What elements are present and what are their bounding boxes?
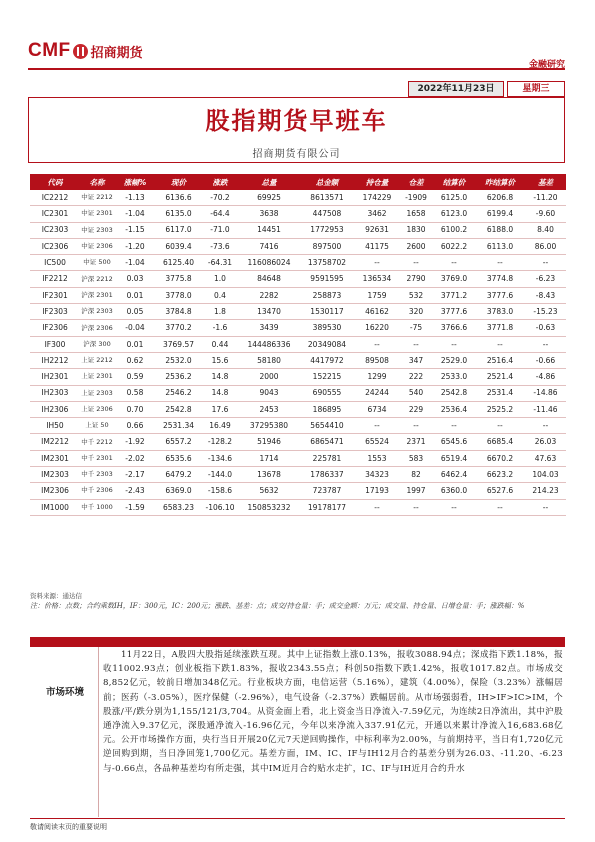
table-cell: 6360.0 (433, 483, 475, 499)
table-cell: 0.01 (114, 336, 156, 352)
column-header: 涨幅% (114, 174, 156, 190)
report-weekday: 星期三 (507, 81, 565, 97)
table-cell: 24244 (355, 385, 399, 401)
table-cell: 19178177 (299, 499, 355, 515)
table-cell: -0.66 (525, 352, 566, 368)
column-header: 持仓量 (355, 174, 399, 190)
contract-code: IF2306 (30, 320, 80, 336)
table-cell: 1658 (399, 206, 433, 222)
table-cell: -1.04 (114, 206, 156, 222)
table-cell: -2.43 (114, 483, 156, 499)
contract-code: IH2303 (30, 385, 80, 401)
table-cell: 2536.4 (433, 401, 475, 417)
table-cell: 7416 (239, 238, 299, 254)
table-cell: 3778.0 (156, 287, 201, 303)
table-cell: -75 (399, 320, 433, 336)
table-cell: 16220 (355, 320, 399, 336)
table-cell: 144486336 (239, 336, 299, 352)
table-cell: 6535.6 (156, 450, 201, 466)
table-cell: 3462 (355, 206, 399, 222)
table-row (30, 385, 566, 401)
table-cell: 9591595 (299, 271, 355, 287)
table-cell: 1759 (355, 287, 399, 303)
table-cell: 6206.8 (475, 190, 525, 206)
table-cell: 6369.0 (156, 483, 201, 499)
table-cell: 6022.2 (433, 238, 475, 254)
column-header: 总量 (239, 174, 299, 190)
table-cell: 0.66 (114, 418, 156, 434)
contract-code: IF2212 (30, 271, 80, 287)
table-cell: 3777.6 (433, 304, 475, 320)
table-cell: 3638 (239, 206, 299, 222)
company-name: 招商期货有限公司 (252, 149, 341, 160)
column-header: 仓差 (399, 174, 433, 190)
table-cell: 3769.0 (433, 271, 475, 287)
table-cell: 5632 (239, 483, 299, 499)
table-cell: 8613571 (299, 190, 355, 206)
table-cell: 1530117 (299, 304, 355, 320)
table-cell: -158.6 (201, 483, 239, 499)
table-cell: -- (525, 499, 566, 515)
table-row (30, 271, 566, 287)
table-cell: -- (355, 418, 399, 434)
table-cell: 2533.0 (433, 369, 475, 385)
table-cell: 136534 (355, 271, 399, 287)
table-cell: 37295380 (239, 418, 299, 434)
footer-divider (30, 818, 565, 819)
table-cell: -- (525, 336, 566, 352)
table-cell: -- (475, 255, 525, 271)
table-cell: 447508 (299, 206, 355, 222)
contract-name: 中千 2306 (80, 483, 114, 499)
table-cell: 0.44 (201, 336, 239, 352)
table-cell: 14451 (239, 222, 299, 238)
table-cell: 214.23 (525, 483, 566, 499)
contract-name: 沪深 300 (80, 336, 114, 352)
table-cell: 1786337 (299, 467, 355, 483)
table-cell: 3771.8 (475, 320, 525, 336)
table-cell: -73.6 (201, 238, 239, 254)
table-cell: -1.15 (114, 222, 156, 238)
contract-code: IM2306 (30, 483, 80, 499)
table-cell: 6136.6 (156, 190, 201, 206)
logo-chinese-name: 招商期货 (90, 45, 143, 61)
table-cell: 6557.2 (156, 434, 201, 450)
contract-code: IC2303 (30, 222, 80, 238)
table-cell: -1909 (399, 190, 433, 206)
table-cell: 5654410 (299, 418, 355, 434)
table-cell: 690555 (299, 385, 355, 401)
table-row (30, 304, 566, 320)
table-row (30, 206, 566, 222)
table-cell: 2282 (239, 287, 299, 303)
table-cell: 6670.2 (475, 450, 525, 466)
table-cell: -- (433, 418, 475, 434)
table-cell: 6734 (355, 401, 399, 417)
table-cell: 2525.2 (475, 401, 525, 417)
table-cell: -15.23 (525, 304, 566, 320)
contract-code: IH2301 (30, 369, 80, 385)
table-cell: 258873 (299, 287, 355, 303)
table-cell: 6188.0 (475, 222, 525, 238)
contract-code: IC2212 (30, 190, 80, 206)
market-section-bar (30, 637, 565, 647)
table-cell: -70.2 (201, 190, 239, 206)
contract-name: 沪深 2306 (80, 320, 114, 336)
table-cell: 1830 (399, 222, 433, 238)
table-cell: 540 (399, 385, 433, 401)
footer-disclaimer: 敬请阅读末页的重要说明 (30, 823, 107, 831)
table-row (30, 320, 566, 336)
table-cell: 3784.8 (156, 304, 201, 320)
table-cell: 2529.0 (433, 352, 475, 368)
column-header: 昨结算价 (475, 174, 525, 190)
logo-mark-icon (73, 44, 88, 59)
table-cell: 15.6 (201, 352, 239, 368)
table-cell: 6545.6 (433, 434, 475, 450)
table-cell: 2546.2 (156, 385, 201, 401)
table-cell: 152215 (299, 369, 355, 385)
table-cell: -- (399, 418, 433, 434)
contract-name: 沪深 2212 (80, 271, 114, 287)
table-cell: 1299 (355, 369, 399, 385)
table-cell: -0.04 (114, 320, 156, 336)
table-cell: 89508 (355, 352, 399, 368)
table-cell: 58180 (239, 352, 299, 368)
contract-name: 中千 2303 (80, 467, 114, 483)
table-cell: 46162 (355, 304, 399, 320)
table-cell: -134.6 (201, 450, 239, 466)
contract-name: 中证 2212 (80, 190, 114, 206)
contract-name: 中证 2303 (80, 222, 114, 238)
table-cell: -1.92 (114, 434, 156, 450)
table-cell: 14.8 (201, 385, 239, 401)
column-header: 代码 (30, 174, 80, 190)
table-cell: 1.8 (201, 304, 239, 320)
table-cell: 26.03 (525, 434, 566, 450)
contract-code: IH2306 (30, 401, 80, 417)
table-cell: 1553 (355, 450, 399, 466)
contract-code: IC2301 (30, 206, 80, 222)
table-cell: 13678 (239, 467, 299, 483)
table-cell: 6123.0 (433, 206, 475, 222)
table-cell: 69925 (239, 190, 299, 206)
table-row (30, 352, 566, 368)
table-cell: -- (433, 336, 475, 352)
table-cell: 2531.34 (156, 418, 201, 434)
table-cell: 6199.4 (475, 206, 525, 222)
table-cell: 0.58 (114, 385, 156, 401)
table-cell: -- (475, 499, 525, 515)
table-cell: 723787 (299, 483, 355, 499)
contract-code: IM1000 (30, 499, 80, 515)
table-cell: -- (355, 255, 399, 271)
table-cell: 6113.0 (475, 238, 525, 254)
table-cell: 3775.8 (156, 271, 201, 287)
table-cell: -- (433, 255, 475, 271)
table-cell: -71.0 (201, 222, 239, 238)
table-cell: -1.04 (114, 255, 156, 271)
contract-code: IH50 (30, 418, 80, 434)
table-row (30, 401, 566, 417)
data-source: 资料来源：通达信 (30, 592, 82, 600)
table-cell: 20349084 (299, 336, 355, 352)
table-cell: 3777.6 (475, 287, 525, 303)
table-cell: 8.40 (525, 222, 566, 238)
table-cell: -- (475, 418, 525, 434)
table-cell: 82 (399, 467, 433, 483)
table-header-row (30, 174, 566, 190)
contract-name: 中证 2301 (80, 206, 114, 222)
table-cell: -0.63 (525, 320, 566, 336)
market-section-divider (98, 647, 99, 817)
market-section-label: 市场环境 (46, 687, 85, 698)
table-cell: 84648 (239, 271, 299, 287)
table-row (30, 222, 566, 238)
table-cell: 389530 (299, 320, 355, 336)
contract-name: 沪深 2303 (80, 304, 114, 320)
table-cell: 6100.2 (433, 222, 475, 238)
column-header: 名称 (80, 174, 114, 190)
table-cell: 6462.4 (433, 467, 475, 483)
contract-name: 中证 2306 (80, 238, 114, 254)
table-cell: 1.0 (201, 271, 239, 287)
table-cell: -128.2 (201, 434, 239, 450)
table-cell: 47.63 (525, 450, 566, 466)
table-cell: 41175 (355, 238, 399, 254)
table-cell: 0.01 (114, 287, 156, 303)
table-cell: -11.46 (525, 401, 566, 417)
table-cell: 2542.8 (433, 385, 475, 401)
table-cell: 0.62 (114, 352, 156, 368)
market-commentary: 11月22日，A股四大股指延续涨跌互现。其中上证指数上涨0.13%，报收3088.94点；深成指下跌1.18%，报收11002.93点；创业板指下跌1.83%，报收2343.55点；科创50指数下跌1.42%，报收1017.82点。市场成交8,852亿元，较前日增加348亿元。行业板块方面，电信运营（5.16%），建筑（4.00%），保险（3.23%）涨幅居前；医药（-3.05%），医疗保健（-2.96%），电气设备（-2.37%）跌幅居前。从市场强弱看，IH>IF>IC>IM，个股涨/平/跌分别为1,155/121/3,704。从资金面上看，北上资金当日净流入-7.59亿元，为连续2日净流出，其中沪股通净流入9.37亿元，深股通净流入-16.96亿元，今年以来净流入337.91亿元，开通以来累计净流入16,683.68亿元。公开市场操作方面，央行当日开展20亿元7天逆回购操作，中标利率为2.00%，与前期持平，当日有1,720亿元逆回购到期，当日净回笼1,700亿元。基差方面，IM、IC、IF与IH12月合约基差分别为26.03、-11.20、-6.23与-0.66点，各品种基差均有所走强，其中IM近月合约贴水走扩，IC、IF与IH近月合约升水 (103, 650, 563, 774)
table-cell: 150853232 (239, 499, 299, 515)
table-cell: -- (475, 336, 525, 352)
table-cell: 3774.8 (475, 271, 525, 287)
table-cell: 174229 (355, 190, 399, 206)
table-cell: -4.86 (525, 369, 566, 385)
contract-code: IF2303 (30, 304, 80, 320)
column-header: 现价 (156, 174, 201, 190)
contract-name: 上证 2306 (80, 401, 114, 417)
table-cell: -8.43 (525, 287, 566, 303)
company-logo (28, 40, 143, 62)
table-cell: 2542.8 (156, 401, 201, 417)
column-header: 总金额 (299, 174, 355, 190)
table-cell: 320 (399, 304, 433, 320)
table-cell: 897500 (299, 238, 355, 254)
table-row (30, 450, 566, 466)
table-cell: 6039.4 (156, 238, 201, 254)
table-cell: -- (525, 255, 566, 271)
table-cell: -- (525, 418, 566, 434)
table-cell: 1772953 (299, 222, 355, 238)
table-cell: 6519.4 (433, 450, 475, 466)
table-row (30, 287, 566, 303)
table-row (30, 238, 566, 254)
table-cell: 6479.2 (156, 467, 201, 483)
table-cell: -2.02 (114, 450, 156, 466)
table-cell: 51946 (239, 434, 299, 450)
table-cell: 347 (399, 352, 433, 368)
contract-code: IM2301 (30, 450, 80, 466)
table-cell: -106.10 (201, 499, 239, 515)
table-cell: -6.23 (525, 271, 566, 287)
table-cell: 3771.2 (433, 287, 475, 303)
table-row (30, 483, 566, 499)
table-cell: 0.59 (114, 369, 156, 385)
table-cell: 34323 (355, 467, 399, 483)
table-cell: 6685.4 (475, 434, 525, 450)
table-cell: 0.4 (201, 287, 239, 303)
table-cell: -2.17 (114, 467, 156, 483)
table-cell: -- (399, 499, 433, 515)
table-cell: 2536.2 (156, 369, 201, 385)
table-cell: -64.31 (201, 255, 239, 271)
table-cell: 2600 (399, 238, 433, 254)
table-cell: 86.00 (525, 238, 566, 254)
contract-name: 上证 2303 (80, 385, 114, 401)
table-cell: 3439 (239, 320, 299, 336)
table-cell: -9.60 (525, 206, 566, 222)
contract-name: 上证 50 (80, 418, 114, 434)
table-cell: 229 (399, 401, 433, 417)
table-cell: 1714 (239, 450, 299, 466)
table-cell: 6623.2 (475, 467, 525, 483)
futures-quote-table (30, 174, 566, 516)
table-cell: 6125.0 (433, 190, 475, 206)
table-cell: 2532.0 (156, 352, 201, 368)
table-cell: 2790 (399, 271, 433, 287)
contract-name: 上证 2212 (80, 352, 114, 368)
table-cell: 2371 (399, 434, 433, 450)
table-row (30, 369, 566, 385)
table-cell: 17.6 (201, 401, 239, 417)
table-row (30, 499, 566, 515)
contract-name: 中千 2212 (80, 434, 114, 450)
table-cell: 6865471 (299, 434, 355, 450)
table-cell: 0.70 (114, 401, 156, 417)
table-cell: 6117.0 (156, 222, 201, 238)
table-cell: 2531.4 (475, 385, 525, 401)
table-cell: 583 (399, 450, 433, 466)
table-cell: 6135.0 (156, 206, 201, 222)
table-cell: 17193 (355, 483, 399, 499)
table-cell: -- (433, 499, 475, 515)
table-cell: 3770.2 (156, 320, 201, 336)
table-cell: -- (399, 336, 433, 352)
table-cell: 9043 (239, 385, 299, 401)
table-cell: 6527.6 (475, 483, 525, 499)
table-cell: 186895 (299, 401, 355, 417)
table-cell: 116086024 (239, 255, 299, 271)
table-cell: 225781 (299, 450, 355, 466)
table-row (30, 190, 566, 206)
table-row (30, 336, 566, 352)
table-cell: 65524 (355, 434, 399, 450)
page-title: 股指期货早班车 (205, 106, 388, 135)
table-cell: 4417972 (299, 352, 355, 368)
column-header: 涨跌 (201, 174, 239, 190)
table-row (30, 418, 566, 434)
table-row (30, 434, 566, 450)
table-cell: -64.4 (201, 206, 239, 222)
table-cell: -1.6 (201, 320, 239, 336)
table-cell: 0.03 (114, 271, 156, 287)
contract-code: IM2212 (30, 434, 80, 450)
table-cell: -144.0 (201, 467, 239, 483)
table-cell: 222 (399, 369, 433, 385)
contract-code: IM2303 (30, 467, 80, 483)
report-date: 2022年11月23日 (408, 81, 504, 97)
logo-text: CMF (28, 40, 71, 61)
table-cell: 2516.4 (475, 352, 525, 368)
table-cell: 92631 (355, 222, 399, 238)
contract-name: 中千 1000 (80, 499, 114, 515)
table-cell: 0.05 (114, 304, 156, 320)
table-cell: 3766.6 (433, 320, 475, 336)
table-cell: -1.13 (114, 190, 156, 206)
table-cell: -1.20 (114, 238, 156, 254)
table-cell: 6125.40 (156, 255, 201, 271)
contract-name: 中证 500 (80, 255, 114, 271)
table-cell: -- (399, 255, 433, 271)
contract-name: 沪深 2301 (80, 287, 114, 303)
contract-code: IF2301 (30, 287, 80, 303)
table-cell: 2453 (239, 401, 299, 417)
contract-name: 上证 2301 (80, 369, 114, 385)
column-header: 结算价 (433, 174, 475, 190)
table-cell: -- (355, 499, 399, 515)
table-cell: -14.86 (525, 385, 566, 401)
report-type: 金融研究 (528, 60, 565, 70)
contract-code: IF300 (30, 336, 80, 352)
contract-code: IC500 (30, 255, 80, 271)
column-header: 基差 (525, 174, 566, 190)
table-cell: -1.59 (114, 499, 156, 515)
table-cell: 14.8 (201, 369, 239, 385)
table-cell: 3769.57 (156, 336, 201, 352)
table-cell: -- (355, 336, 399, 352)
contract-name: 中千 2301 (80, 450, 114, 466)
table-cell: 6583.23 (156, 499, 201, 515)
table-cell: 104.03 (525, 467, 566, 483)
header-divider (28, 68, 565, 70)
contract-code: IC2306 (30, 238, 80, 254)
table-cell: 3783.0 (475, 304, 525, 320)
contract-code: IH2212 (30, 352, 80, 368)
table-cell: 1997 (399, 483, 433, 499)
table-cell: 2000 (239, 369, 299, 385)
table-cell: 16.49 (201, 418, 239, 434)
table-cell: -11.20 (525, 190, 566, 206)
table-row (30, 467, 566, 483)
table-cell: 13470 (239, 304, 299, 320)
table-note: 注：价格：点数；合约乘数IH，IF：300元，IC：200元；涨跌、基差：点；成交/持仓量：手；成交金额：万元；成交量、持仓量、日增仓量：手；涨跌幅：% (30, 602, 525, 610)
table-cell: 13758702 (299, 255, 355, 271)
table-row (30, 255, 566, 271)
table-cell: 532 (399, 287, 433, 303)
table-cell: 2521.4 (475, 369, 525, 385)
